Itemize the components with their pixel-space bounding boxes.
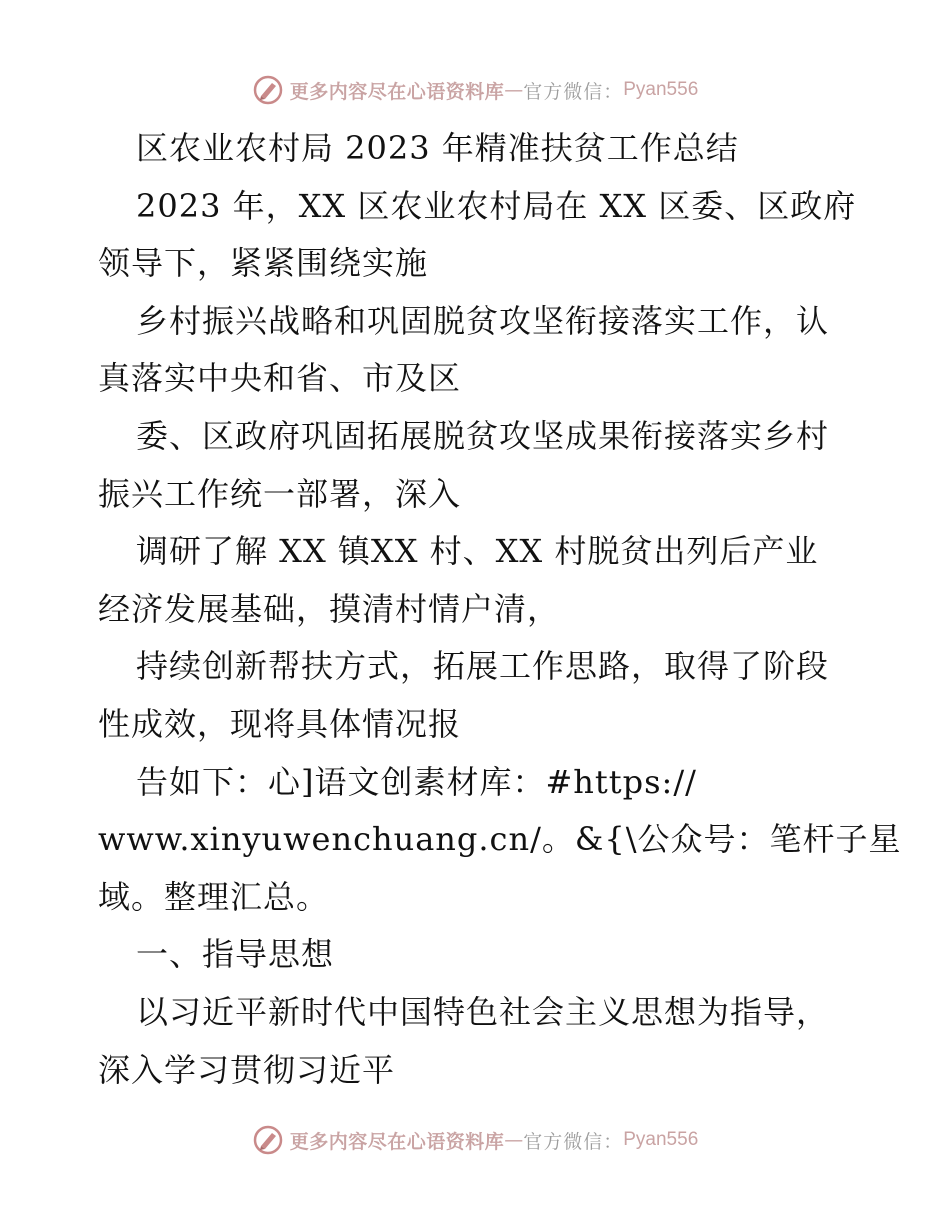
banner-wechat-id: Pyan556 <box>623 79 699 100</box>
header-watermark <box>0 70 950 110</box>
document-title: 区农业农村局 2023 年精准扶贫工作总结 <box>136 129 739 167</box>
paragraph-line: 2023 年，XX 区农业农村局在 XX 区委、区政府 <box>136 186 857 225</box>
paragraph-line: 域。整理汇总。 <box>98 877 330 916</box>
banner-dash: — <box>504 1129 524 1151</box>
paragraph-line: www.xinyuwenchuang.cn/。&{\公众号：笔杆子星 <box>98 820 902 859</box>
paragraph-line: 深入学习贯彻习近平 <box>98 1050 396 1089</box>
paragraph-line: 持续创新帮扶方式，拓展工作思路，取得了阶段 <box>136 647 830 686</box>
banner-main-text: 更多内容尽在心语资料库 <box>289 80 505 103</box>
banner-main-text: 更多内容尽在心语资料库 <box>289 1130 505 1153</box>
paragraph-line: 经济发展基础，摸清村情户清， <box>98 589 561 628</box>
paragraph-line: 委、区政府巩固拓展脱贫攻坚成果衔接落实乡村 <box>136 416 830 455</box>
section-heading: 一、指导思想 <box>136 935 335 974</box>
document-body <box>98 120 902 1099</box>
banner-wechat-label: 官方微信： <box>523 1130 624 1153</box>
banner-wechat-label: 官方微信： <box>523 80 624 103</box>
paragraph-line: 告如下：心]语文创素材库：#https:// <box>136 762 697 801</box>
paragraph-line: 乡村振兴战略和巩固脱贫攻坚衔接落实工作，认 <box>136 301 830 340</box>
paragraph-line: 以习近平新时代中国特色社会主义思想为指导， <box>136 992 830 1031</box>
circle-pen-logo-icon <box>252 74 284 106</box>
circle-pen-logo-icon <box>252 1124 284 1156</box>
paragraph-line: 振兴工作统一部署，深入 <box>98 474 462 513</box>
paragraph-line: 调研了解 XX 镇XX 村、XX 村脱贫出列后产业 <box>136 532 819 571</box>
paragraph-line: 真落实中央和省、市及区 <box>98 359 462 398</box>
banner-dash: — <box>504 79 524 101</box>
footer-watermark <box>0 1120 950 1160</box>
paragraph-line: 性成效，现将具体情况报 <box>98 704 462 743</box>
paragraph-line: 领导下，紧紧围绕实施 <box>98 244 429 283</box>
banner-wechat-id: Pyan556 <box>623 1129 699 1150</box>
